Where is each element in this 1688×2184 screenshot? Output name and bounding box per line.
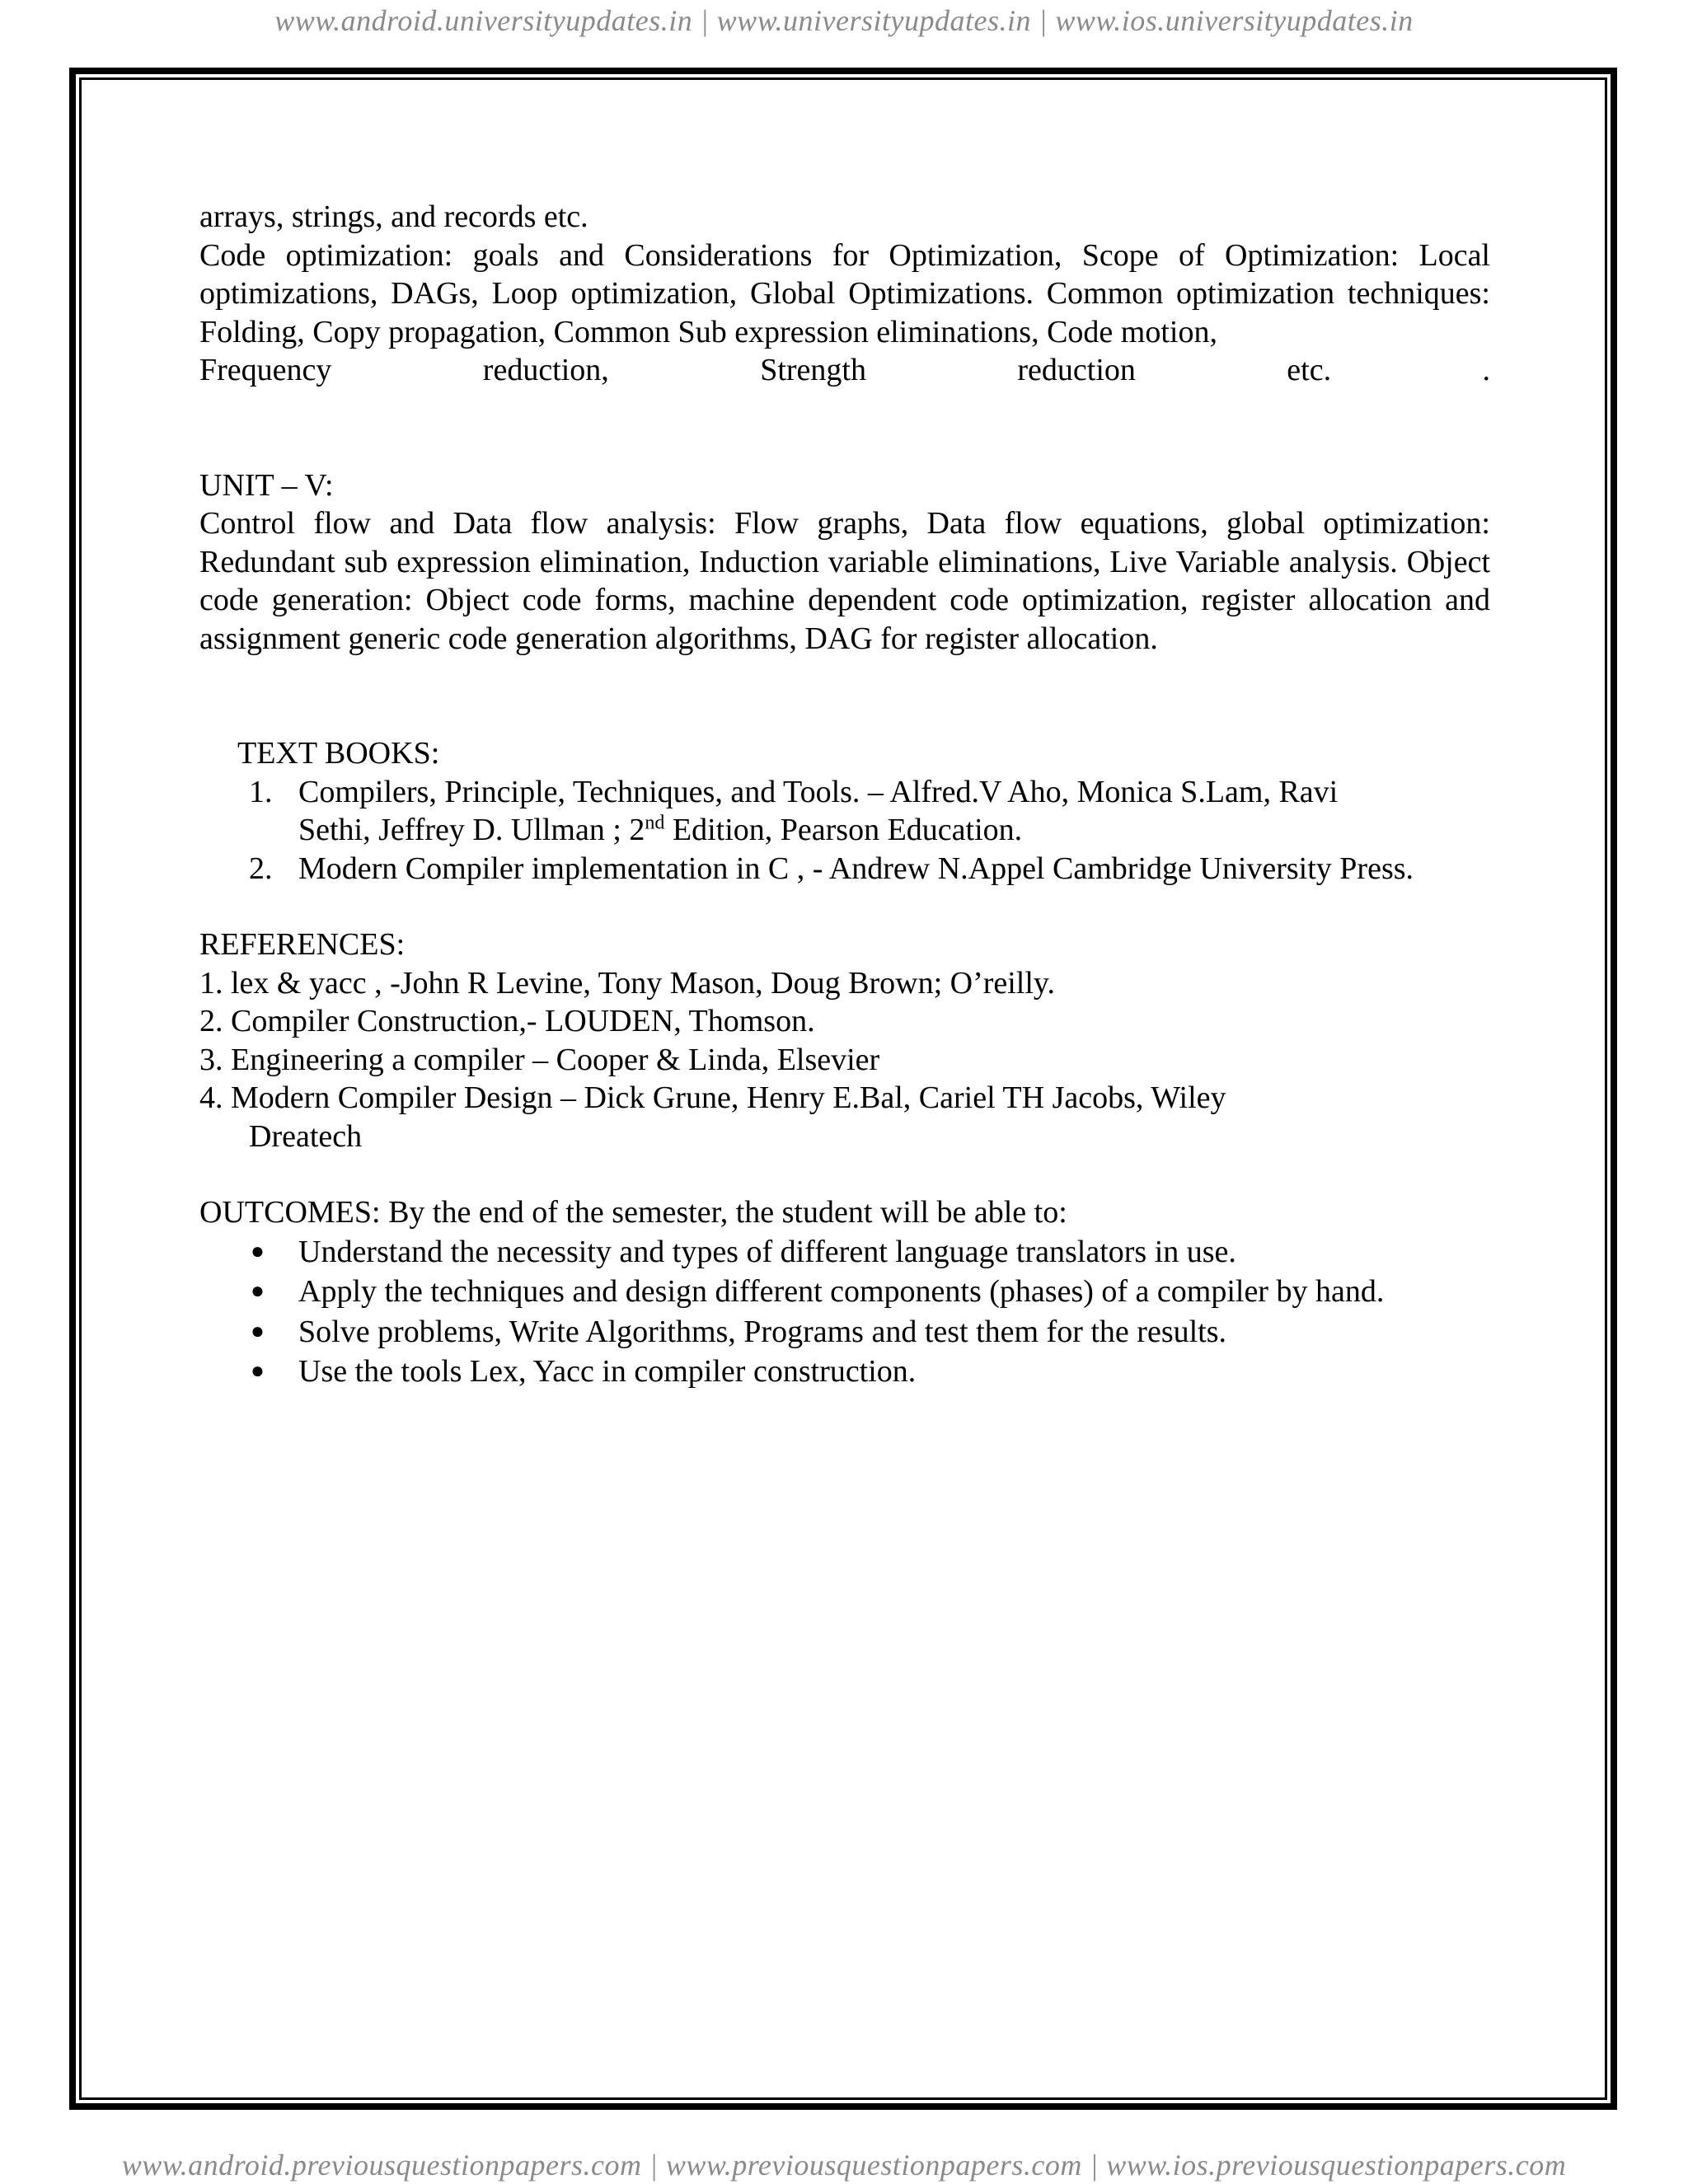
text-book-line: Sethi, Jeffrey D. Ullman ; 2 (298, 813, 645, 847)
text-books-list (199, 773, 1490, 888)
optimization-paragraph: Code optimization: goals and Considerations for Optimization, Scope of Optimization: Local optimizations, DAGs, Loop optimization, Global Optimizations. Common optimization techniques: Folding, Copy propagation, Common Sub expression eliminations, Code motion, (199, 237, 1490, 349)
text-books-heading: TEXT BOOKS: (237, 736, 440, 771)
outcomes-heading: OUTCOMES: By the end of the semester, the student will be able to: (199, 1195, 1067, 1230)
spacer (199, 390, 1490, 466)
reference-item: 2. Compiler Construction,- LOUDEN, Thomson. (199, 1004, 815, 1038)
outcome-item (199, 1352, 1490, 1392)
header-watermark-url: www.android.universityupdates.in | www.universityupdates.in | www.ios.universityupdates.in (274, 4, 1414, 37)
unit5-paragraph: Control flow and Data flow analysis: Flow graphs, Data flow equations, global optimization: Redundant sub expression elimination, Induction variable eliminations, Live Variable analysis. Object code generation: Object code forms, machine dependent code optimization, register allocation and assignment generic code generation algorithms, DAG for register allocation. (199, 506, 1490, 656)
bullet-icon: ● (251, 1358, 265, 1384)
unit4-continuation-line: arrays, strings, and records etc. (199, 199, 588, 234)
reference-item: 4. Modern Compiler Design – Dick Grune, Henry E.Bal, Cariel TH Jacobs, Wiley (199, 1080, 1226, 1115)
spacer (199, 888, 1490, 926)
text-book-line: Modern Compiler implementation in C , - Andrew N.Appel Cambridge University Press. (298, 851, 1414, 886)
spacer (199, 658, 1490, 734)
text-book-line: Edition, Pearson Education. (664, 813, 1023, 847)
outcome-item (199, 1312, 1490, 1352)
references-heading: REFERENCES: (199, 927, 406, 962)
outcome-item (199, 1232, 1490, 1272)
reference-item: 1. lex & yacc , -John R Levine, Tony Mason, Doug Brown; O’reilly. (199, 965, 1055, 1001)
text-book-number: 2. (249, 851, 273, 886)
footer-watermark-url: www.android.previousquestionpapers.com | www.previousquestionpapers.com | www.ios.previousquestionpapers.com (121, 2149, 1567, 2182)
text-book-item (199, 850, 1490, 888)
document-body (199, 198, 1490, 1392)
text-book-number: 1. (249, 774, 273, 809)
outcome-text: Solve problems, Write Algorithms, Programs and test them for the results. (298, 1314, 1227, 1349)
reference-item: 3. Engineering a compiler – Cooper & Linda, Elsevier (199, 1042, 880, 1077)
outcomes-list (199, 1232, 1490, 1392)
bullet-icon: ● (251, 1318, 265, 1344)
ordinal-superscript: nd (645, 812, 665, 834)
outcome-text: Understand the necessity and types of different language translators in use. (298, 1234, 1236, 1269)
bullet-icon: ● (251, 1278, 265, 1304)
spacer (199, 1155, 1490, 1193)
optimization-last-line: Frequency reduction, Strength reduction etc. . (199, 353, 1490, 387)
reference-item-continuation: Dreatech (249, 1118, 363, 1154)
outcome-item (199, 1272, 1490, 1312)
outcome-text: Apply the techniques and design different components (phases) of a compiler by hand. (298, 1274, 1385, 1309)
text-book-line: Compilers, Principle, Techniques, and Tools. – Alfred.V Aho, Monica S.Lam, Ravi (298, 774, 1339, 809)
outcome-text: Use the tools Lex, Yacc in compiler construction. (298, 1354, 917, 1389)
unit5-heading: UNIT – V: (199, 467, 334, 503)
bullet-icon: ● (251, 1238, 265, 1264)
text-book-item (199, 773, 1490, 850)
